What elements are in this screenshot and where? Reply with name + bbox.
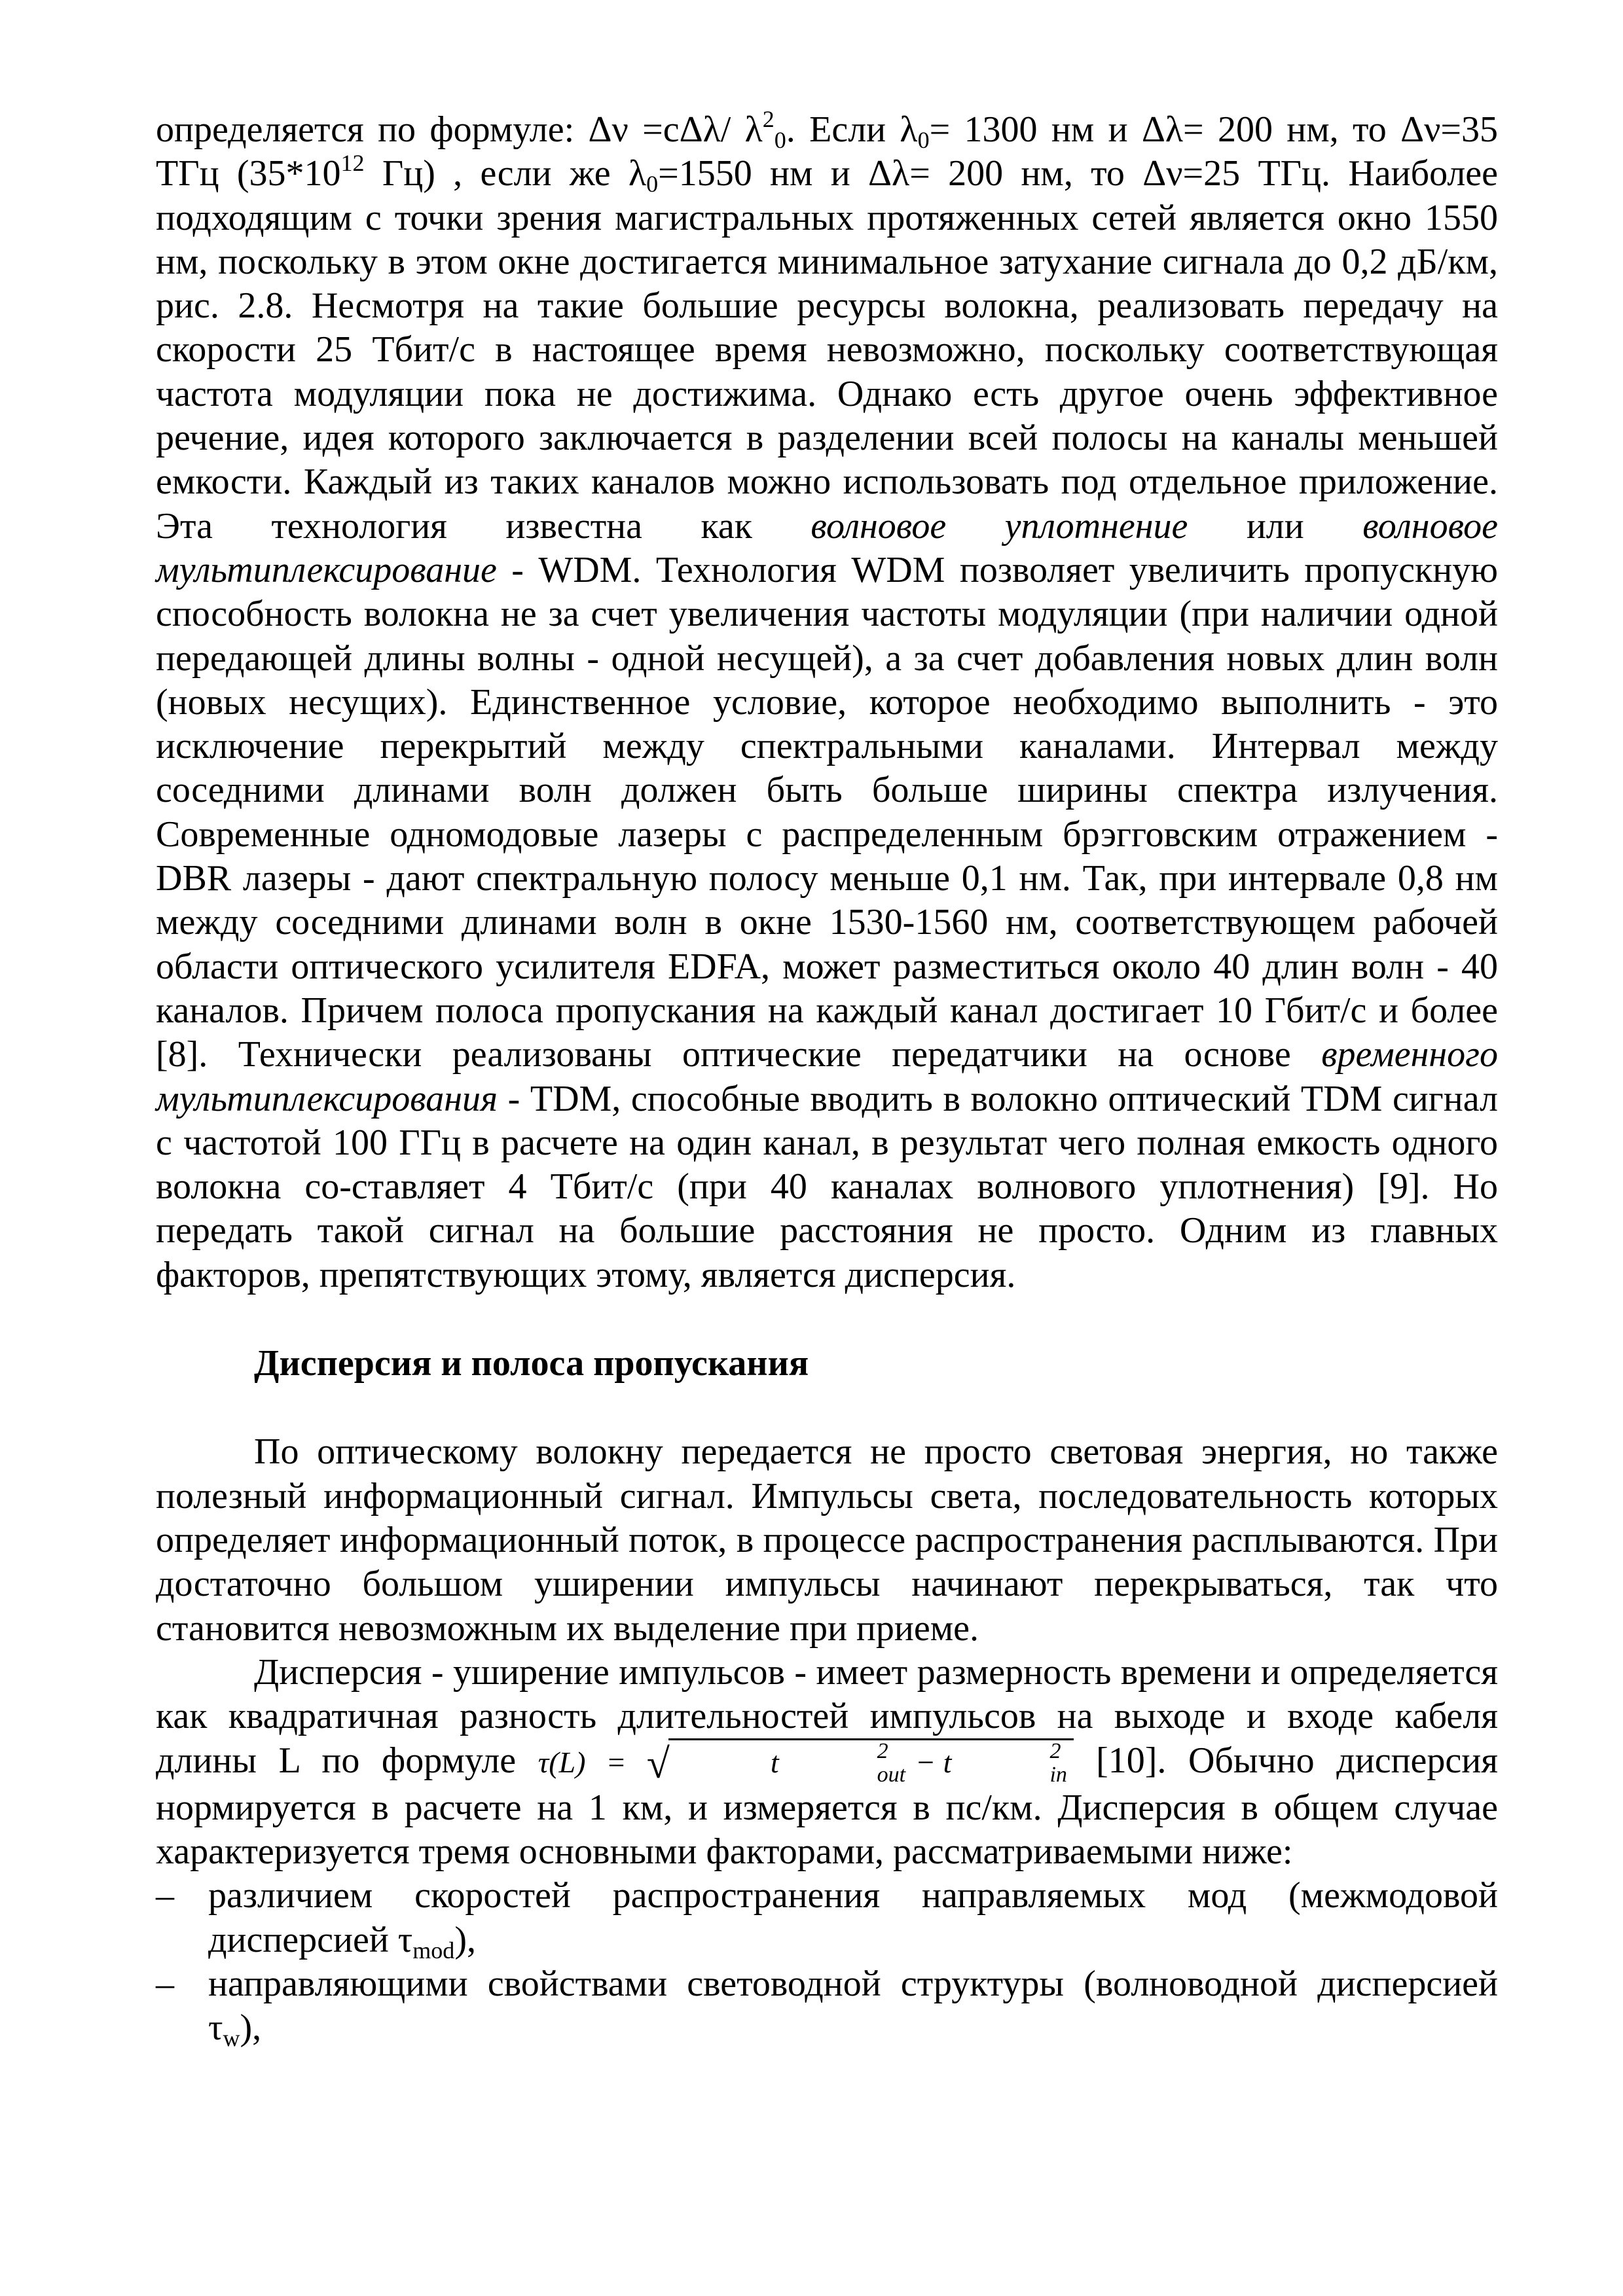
- text-run: Гц) , если же λ: [364, 153, 647, 194]
- superscript: 12: [340, 150, 365, 177]
- subscript: w: [223, 2025, 240, 2052]
- formula-sup: 2: [1049, 1739, 1061, 1764]
- paragraph-dispersion: [156, 1651, 1498, 1874]
- factor-list: [156, 1874, 1498, 2050]
- italic-term: волновое уплотнение: [811, 505, 1188, 547]
- text-run: направляющими свойствами световодной структуры (волноводной дисперсией τ: [208, 1963, 1498, 2049]
- text-run: - WDM. Технология WDM позволяет увеличить пропускную способность волокна не за счет увеличения частоты модуляции (при наличии одной передающей длины волны - одной несущей), а за счет добавления новых длин волн (новых несущих). Единственное условие, которое необходимо выполнить - это исключение перекрытий между спектральными каналами. Интервал между соседними длинами волн должен быть больше ширины спектра излучения. Современные одномодовые лазеры с распределенным брэгговским отражением - DBR лазеры - дают спектральную полосу меньше 0,1 нм. Так, при интервале 0,8 нм между соседними длинами волн в окне 1530-1560 нм, соответствующем рабочей области оптического усилителя EDFA, может разместиться около 40 длин волн - 40 каналов. Причем полоса пропускания на каждый канал достигает 10 Гбит/с и более [8]. Технически реализованы оптические передатчики на основе: [156, 549, 1498, 1075]
- sqrt-icon: √: [646, 1740, 670, 1787]
- paragraph-signal: По оптическому волокну передается не просто световая энергия, но также полезный информационный сигнал. Импульсы света, последовательность которых определяет информационный поток, в процессе распространения расплываются. При достаточно большом уширении импульсы начинают перекрываться, так что становится невозможным их выделение при приеме.: [156, 1431, 1498, 1649]
- list-item: [156, 1874, 1498, 1962]
- italic-term: временного мультиплексирования: [156, 1034, 1498, 1119]
- italic-term: волновое мультиплексирование: [156, 505, 1498, 590]
- list-item: [156, 1962, 1498, 2051]
- dispersion-formula: [538, 1739, 1074, 1787]
- dash-bullet: –: [156, 1875, 174, 1916]
- paragraph-wdm: [156, 108, 1498, 1297]
- text-run: или: [1188, 505, 1363, 547]
- document-page: [156, 108, 1498, 2050]
- text-run: - TDM, способные вводить в волокно оптический TDM сигнал с частотой 100 ГГц в расчете на один канал, в результат чего полная емкость одного волокна со-ставляет 4 Тбит/с (при 40 каналах волнового уплотнения) [9]. Но передать такой сигнал на большие расстояния не просто. Одним из главных факторов, препятствующих этому, является дисперсия.: [156, 1078, 1498, 1295]
- formula-sup: 2: [877, 1739, 888, 1764]
- dash-bullet: –: [156, 1963, 174, 2004]
- text-run: ),: [240, 2007, 262, 2049]
- formula-radicand: t 2 out − t 2 in: [668, 1738, 1074, 1784]
- superscript: 2: [762, 106, 775, 132]
- subscript: mod: [412, 1937, 455, 1964]
- text-run: . Если λ: [786, 109, 918, 150]
- text-run: ),: [454, 1919, 476, 1960]
- text-run: различием скоростей распространения направляемых мод (межмодовой дисперсией τ: [208, 1875, 1498, 1960]
- subscript: 0: [646, 171, 659, 198]
- subscript: 0: [917, 127, 930, 153]
- subscript: 0: [774, 127, 786, 153]
- text-run: [10]. Обычно дисперсия нормируется в расчете на 1 км, и измеряется в пс/км. Дисперсия в общем случае характеризуется тремя основными факторами, рассматриваемыми ниже:: [156, 1740, 1498, 1872]
- formula-lhs: τ(L) =: [538, 1746, 647, 1780]
- text-run: = 1300 нм и Δλ= 200 нм, то Δν=35 ТГц (35*10: [156, 109, 1498, 194]
- formula-var: − t: [907, 1746, 952, 1780]
- formula-var: t: [770, 1746, 779, 1780]
- section-heading: Дисперсия и полоса пропускания: [254, 1343, 809, 1384]
- text-run: =1550 нм и Δλ= 200 нм, то Δν=25 ТГц. Наиболее подходящим с точки зрения магистральных протяженных сетей является окно 1550 нм, поскольку в этом окне достигается минимальное затухание сигнала до 0,2 дБ/км, рис. 2.8. Несмотря на такие большие ресурсы волокна, реализовать передачу на скорости 25 Тбит/с в настоящее время невозможно, поскольку соответствующая частота модуляции пока не достижима. Однако есть другое очень эффективное речение, идея которого заключается в разделении всей полосы на каналы меньшей емкости. Каждый из таких каналов можно использовать под отдельное приложение. Эта технология известна как: [156, 153, 1499, 547]
- text-run: Дисперсия - уширение импульсов - имеет размерность времени и определяется как квадратичная разность длительностей импульсов на выходе и входе кабеля длины L по формуле: [156, 1651, 1498, 1782]
- text-run: определяется по формуле: Δν =cΔλ/ λ: [156, 109, 763, 150]
